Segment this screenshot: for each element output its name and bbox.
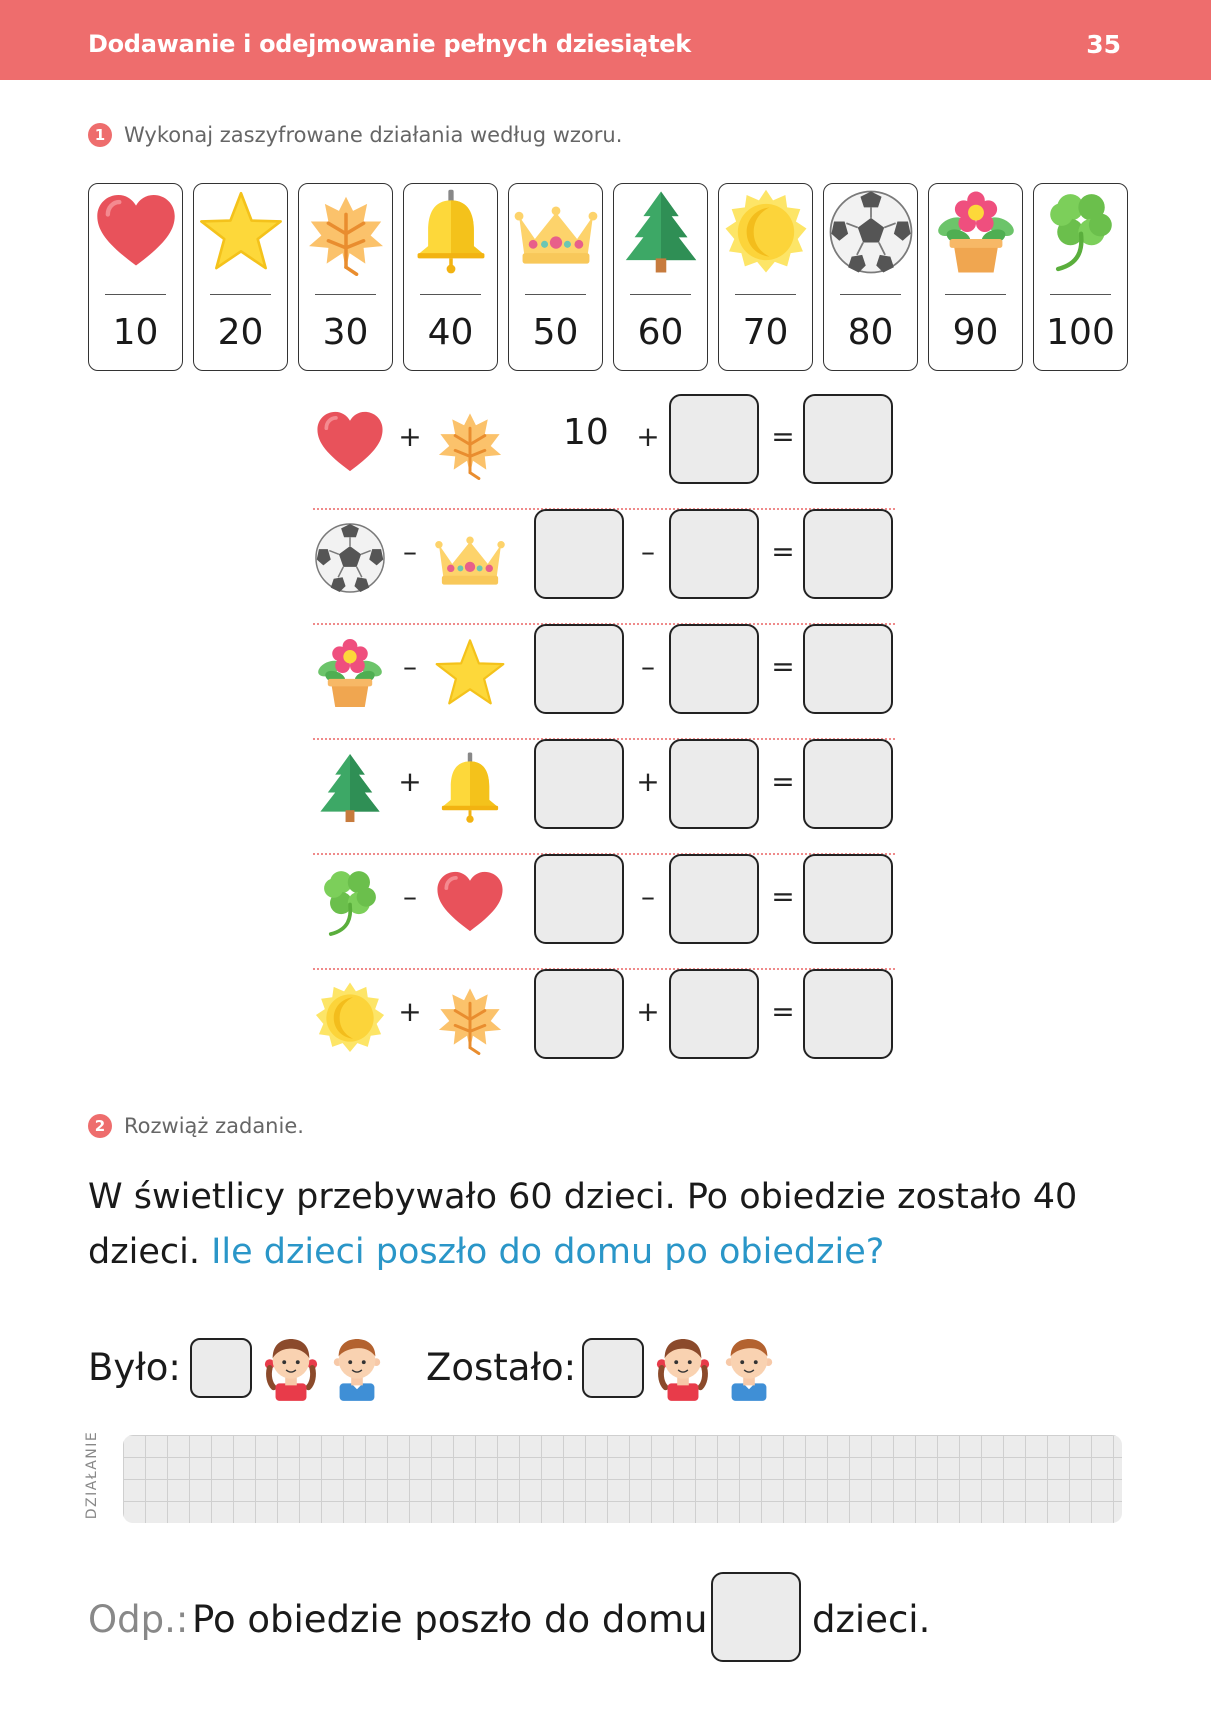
result-box[interactable] [803, 509, 893, 599]
answer-box[interactable] [669, 394, 759, 484]
task-1-instruction: Wykonaj zaszyfrowane działania według wzoru. [124, 123, 623, 147]
ball-icon [313, 521, 387, 595]
word-problem [88, 1170, 1148, 1280]
key-value: 40 [427, 312, 474, 353]
operator: – [403, 535, 417, 568]
key-card-bell [403, 183, 498, 371]
crown-icon [433, 521, 507, 595]
key-divider [105, 294, 166, 295]
key-value: 80 [847, 312, 894, 353]
flower-icon [932, 188, 1020, 276]
key-card-crown [508, 183, 603, 371]
equation-row [313, 862, 895, 977]
task-2-header [88, 1114, 304, 1138]
problem-text: W świetlicy przebywało 60 dzieci. Po obiedzie zostało 40 dzieci. [88, 1177, 1078, 1272]
leaf-icon [433, 406, 507, 480]
crown-icon [512, 188, 600, 276]
task-1-header [88, 123, 622, 147]
heart-icon [313, 406, 387, 480]
work-area-label: DZIAŁANIE [84, 1430, 100, 1520]
boy-icon [720, 1332, 778, 1402]
operator: + [636, 420, 660, 453]
key-card-clover [1033, 183, 1128, 371]
given-value: 10 [563, 412, 609, 453]
answer-box[interactable] [534, 739, 624, 829]
equation-row [313, 632, 895, 747]
key-card-heart [88, 183, 183, 371]
operator: – [641, 650, 655, 683]
problem-question: Ile dzieci poszło do domu po obiedzie? [211, 1232, 885, 1272]
key-divider [945, 294, 1006, 295]
equals-sign: = [771, 420, 795, 453]
heart-icon [433, 866, 507, 940]
tree-icon [313, 751, 387, 825]
key-divider [735, 294, 796, 295]
key-divider [525, 294, 586, 295]
key-card-ball [823, 183, 918, 371]
leaf-icon [433, 981, 507, 1055]
answer-box[interactable] [669, 509, 759, 599]
girl-icon [654, 1332, 712, 1402]
equation-row [313, 402, 895, 517]
answer-box[interactable] [534, 509, 624, 599]
key-value: 20 [217, 312, 264, 353]
equation-row [313, 747, 895, 862]
answer-line [88, 1598, 1148, 1678]
result-box[interactable] [803, 624, 893, 714]
operator: + [636, 995, 660, 1028]
was-input-box[interactable] [190, 1338, 252, 1398]
operator: – [641, 535, 655, 568]
answer-box[interactable] [669, 624, 759, 714]
star-icon [433, 636, 507, 710]
equals-sign: = [771, 765, 795, 798]
equation-row [313, 977, 895, 1092]
operator: + [398, 765, 422, 798]
equation-row [313, 517, 895, 632]
key-value: 30 [322, 312, 369, 353]
key-value: 60 [637, 312, 684, 353]
task-2-instruction: Rozwiąż zadanie. [124, 1114, 304, 1138]
key-divider [630, 294, 691, 295]
answer-text-1: Po obiedzie poszło do domu [192, 1598, 708, 1641]
answer-box[interactable] [669, 969, 759, 1059]
operator: – [641, 880, 655, 913]
answer-prefix: Odp.: [88, 1598, 189, 1641]
page-title: Dodawanie i odejmowanie pełnych dziesiątek [88, 30, 691, 58]
remained-label: Zostało: [426, 1346, 577, 1389]
equations [313, 402, 895, 1092]
girl-icon [262, 1332, 320, 1402]
key-card-flower [928, 183, 1023, 371]
key-divider [315, 294, 376, 295]
equals-sign: = [771, 650, 795, 683]
key-value: 50 [532, 312, 579, 353]
answer-box[interactable] [669, 854, 759, 944]
was-label: Było: [88, 1346, 181, 1389]
page-number: 35 [1086, 30, 1121, 59]
operator: – [403, 650, 417, 683]
ball-icon [827, 188, 915, 276]
remained-input-box[interactable] [582, 1338, 644, 1398]
key-value: 90 [952, 312, 999, 353]
clover-icon [313, 866, 387, 940]
tree-icon [617, 188, 705, 276]
task-1-number: 1 [88, 123, 112, 147]
answer-box[interactable] [669, 739, 759, 829]
sun-icon [722, 188, 810, 276]
key-divider [840, 294, 901, 295]
flower-icon [313, 636, 387, 710]
heart-icon [92, 188, 180, 276]
result-box[interactable] [803, 739, 893, 829]
key-value: 10 [112, 312, 159, 353]
key-value: 100 [1046, 312, 1115, 353]
clover-icon [1037, 188, 1125, 276]
key-divider [420, 294, 481, 295]
leaf-icon [302, 188, 390, 276]
task-2-number: 2 [88, 1114, 112, 1138]
answer-text-2: dzieci. [812, 1598, 931, 1641]
cipher-key [88, 183, 1128, 371]
bell-icon [407, 188, 495, 276]
operator: + [636, 765, 660, 798]
equals-sign: = [771, 880, 795, 913]
answer-box[interactable] [534, 624, 624, 714]
key-value: 70 [742, 312, 789, 353]
equals-sign: = [771, 995, 795, 1028]
result-box[interactable] [803, 854, 893, 944]
boy-icon [328, 1332, 386, 1402]
equals-sign: = [771, 535, 795, 568]
operator: + [398, 420, 422, 453]
key-card-star [193, 183, 288, 371]
answer-box[interactable] [534, 854, 624, 944]
answer-box[interactable] [534, 969, 624, 1059]
page-header [0, 0, 1211, 80]
key-divider [1050, 294, 1111, 295]
sun-icon [313, 981, 387, 1055]
key-divider [210, 294, 271, 295]
result-box[interactable] [803, 969, 893, 1059]
answer-input-box[interactable] [711, 1572, 801, 1662]
operator: + [398, 995, 422, 1028]
star-icon [197, 188, 285, 276]
key-card-sun [718, 183, 813, 371]
result-box[interactable] [803, 394, 893, 484]
operator: – [403, 880, 417, 913]
key-card-tree [613, 183, 708, 371]
bell-icon [433, 751, 507, 825]
work-area-grid[interactable] [123, 1435, 1122, 1523]
key-card-leaf [298, 183, 393, 371]
